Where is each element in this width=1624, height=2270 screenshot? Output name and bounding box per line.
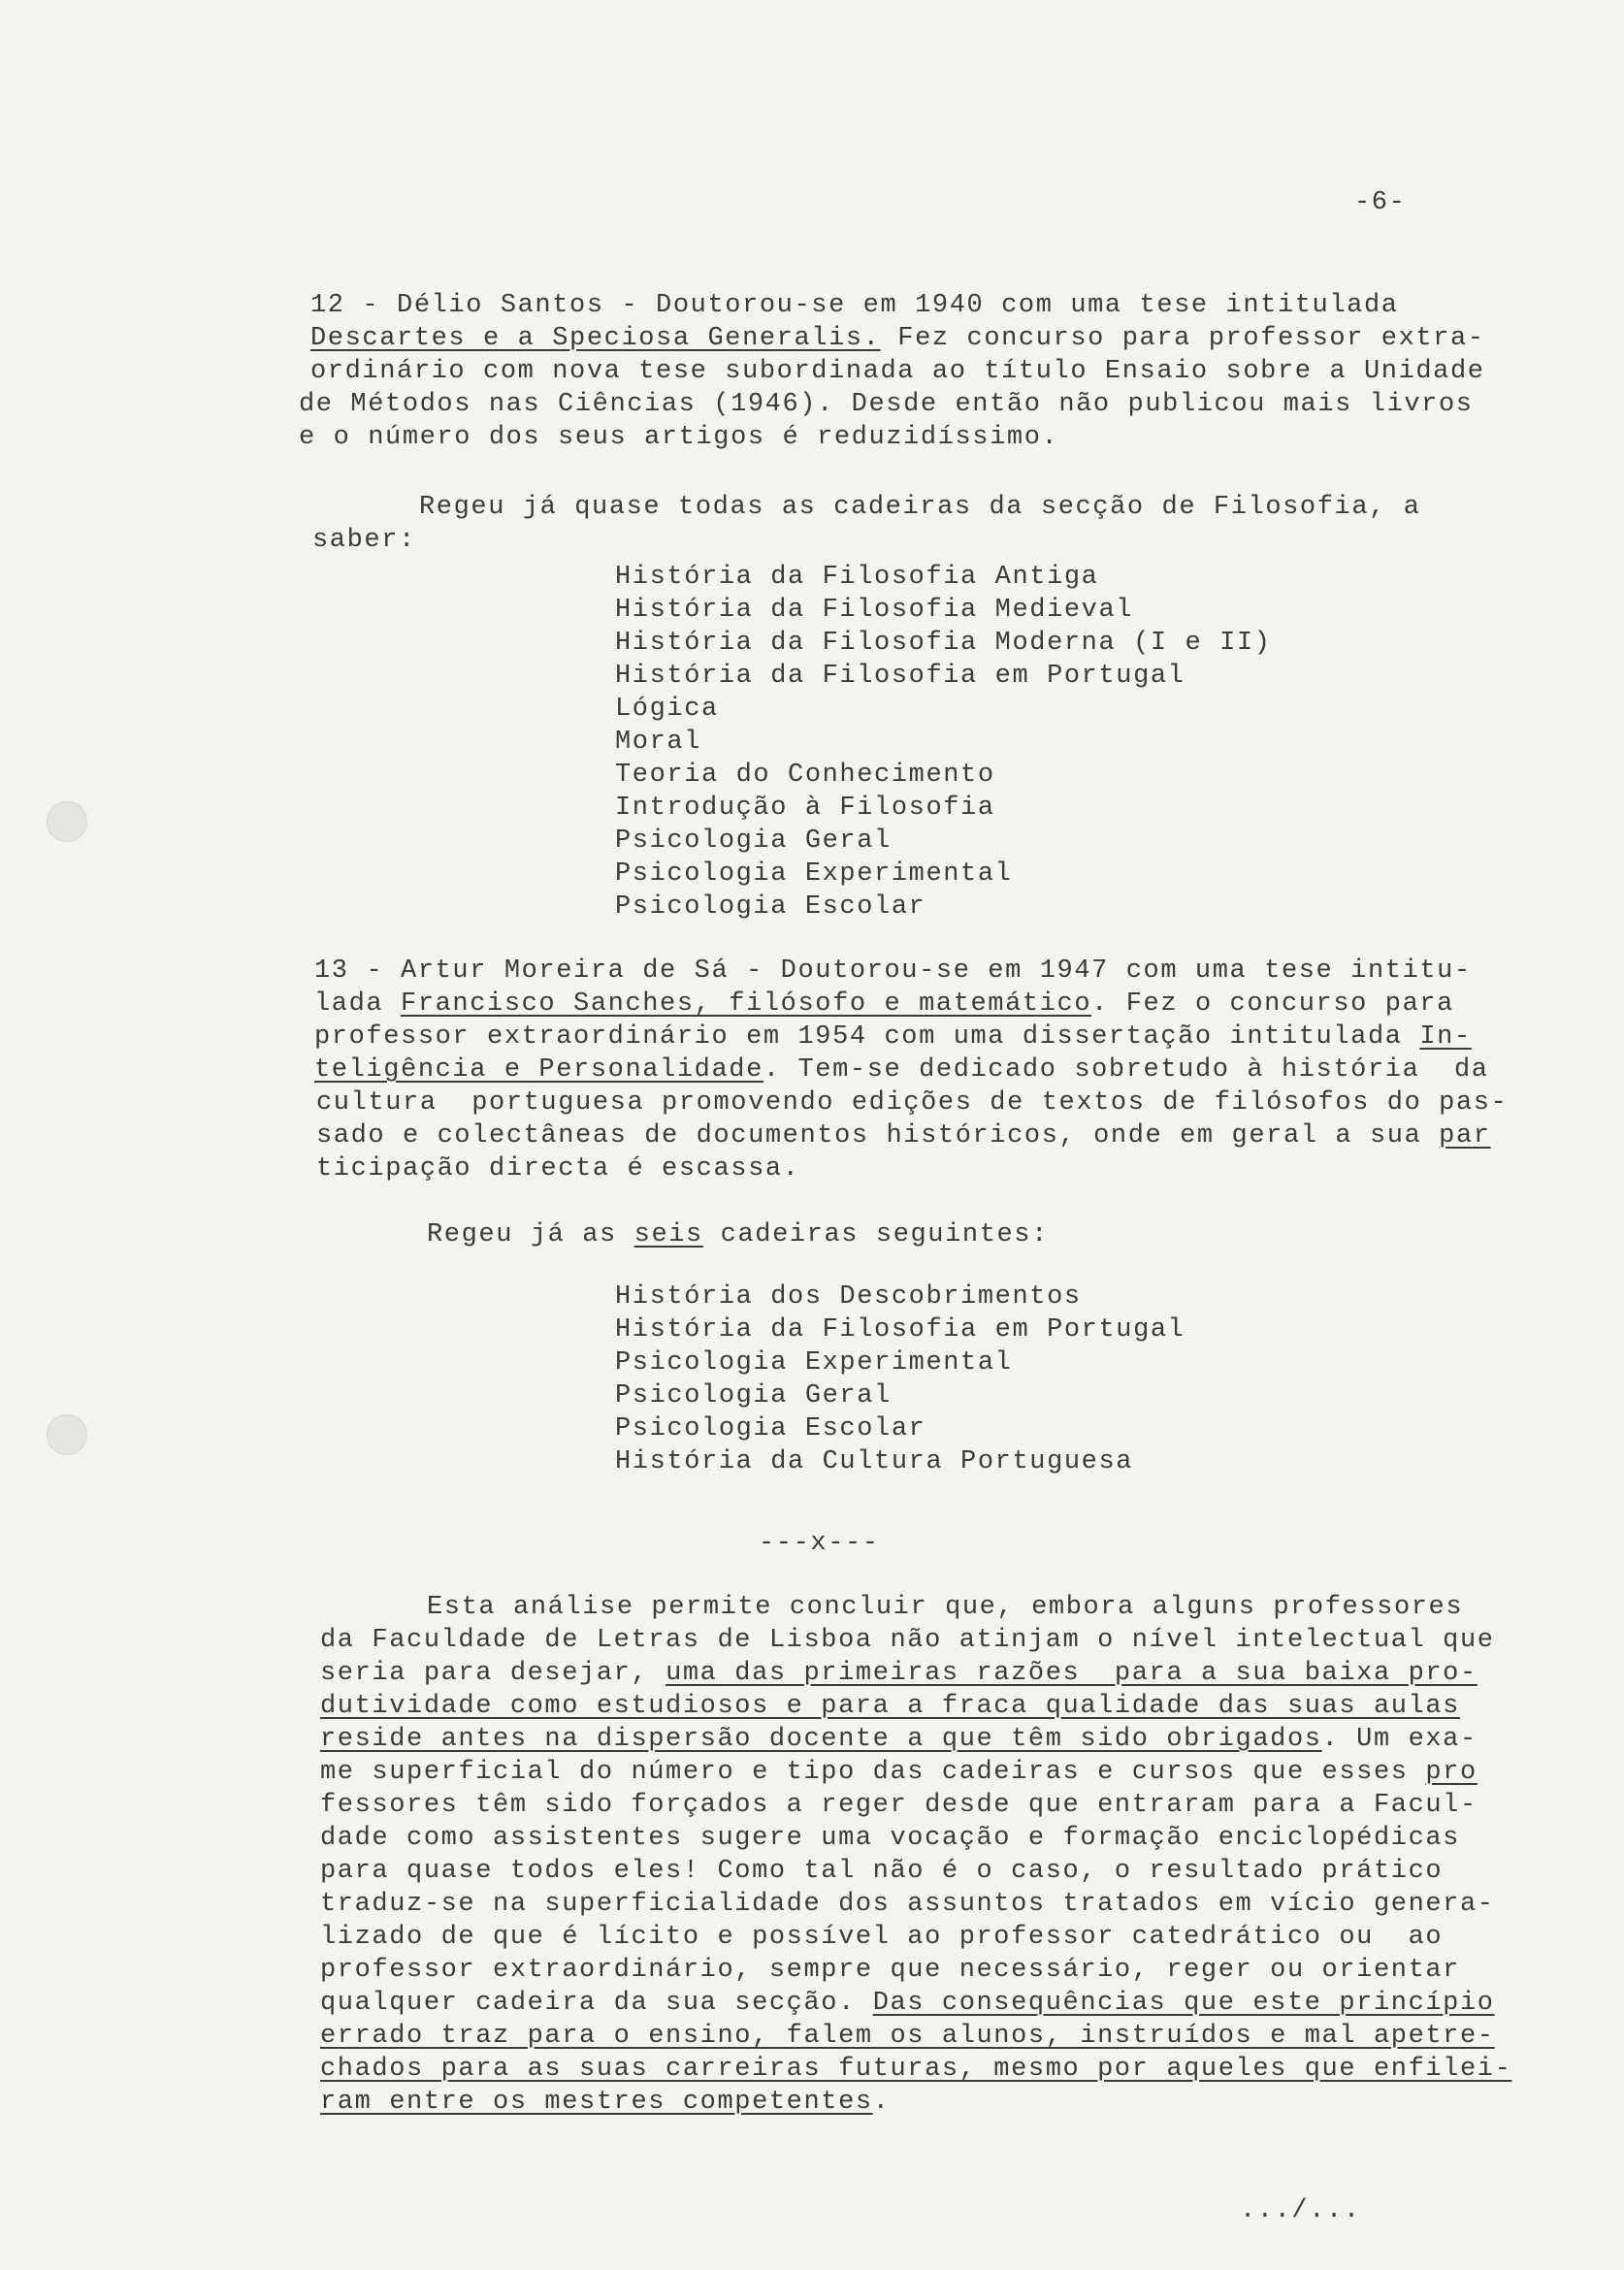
paragraph-line: saber: xyxy=(312,526,416,555)
course-item: História da Cultura Portuguesa xyxy=(615,1447,1134,1476)
course-item: Introdução à Filosofia xyxy=(615,794,995,823)
course-item: História da Filosofia Medieval xyxy=(615,596,1134,625)
paragraph-line xyxy=(427,1218,1049,1251)
course-item: Moral xyxy=(615,728,702,757)
thesis-title: Francisco Sanches, filósofo e matemático xyxy=(401,989,1092,1019)
dissertation-title: In- xyxy=(1419,1022,1472,1052)
punch-hole xyxy=(47,801,87,842)
underlined-text: errado traz para o ensino, falem os alunos, instruídos e mal apetre- xyxy=(320,2022,1495,2051)
thesis-title: Descartes e a Speciosa Generalis. xyxy=(310,324,881,353)
paragraph-line: Esta análise permite concluir que, embora alguns professores xyxy=(427,1593,1464,1622)
underlined-text: Das consequências que este princípio xyxy=(872,1989,1495,2018)
continuation-mark: .../... xyxy=(1240,2196,1361,2225)
course-item: História dos Descobrimentos xyxy=(615,1282,1082,1312)
text-span: Regeu já as xyxy=(427,1220,634,1249)
paragraph-line: ticipação directa é escassa. xyxy=(316,1154,800,1184)
paragraph-line xyxy=(316,1119,1491,1152)
text-span: me superficial do número e tipo das cadeiras e cursos que esses xyxy=(320,1758,1426,1787)
section-separator: ---x--- xyxy=(759,1529,880,1558)
underlined-text: uma das primeiras razões para a sua baixa pro- xyxy=(666,1659,1478,1688)
text-span: sado e colectâneas de documentos históricos, onde em geral a sua xyxy=(316,1121,1440,1151)
paragraph-line: Regeu já quase todas as cadeiras da secção de Filosofia, a xyxy=(419,493,1421,522)
course-item: Psicologia Geral xyxy=(615,1381,892,1411)
course-item: Psicologia Experimental xyxy=(615,1348,1013,1378)
page-number: -6- xyxy=(1354,188,1407,217)
course-item: Teoria do Conhecimento xyxy=(615,761,995,790)
underlined-text: reside antes na dispersão docente a que têm sido obrigados xyxy=(320,1725,1322,1754)
dissertation-title: teligência e Personalidade xyxy=(314,1055,763,1085)
paragraph-line xyxy=(314,1054,1489,1086)
course-item: História da Filosofia em Portugal xyxy=(615,1315,1186,1345)
paragraph-line: lizado de que é lícito e possível ao professor catedrático ou ao xyxy=(320,1923,1444,1952)
paragraph-line xyxy=(320,2053,1511,2086)
text-span: cadeiras seguintes: xyxy=(702,1220,1049,1249)
course-item: História da Filosofia Moderna (I e II) xyxy=(615,629,1272,658)
punch-hole xyxy=(47,1414,87,1455)
underlined-text: par xyxy=(1439,1121,1491,1151)
text-span: Fez concurso para professor extra- xyxy=(880,324,1485,353)
course-item: Lógica xyxy=(615,695,719,724)
underlined-text: ram entre os mestres competentes xyxy=(320,2088,873,2117)
text-span: lada xyxy=(314,989,402,1019)
paragraph-line: de Métodos nas Ciências (1946). Desde então não publicou mais livros xyxy=(299,390,1474,419)
text-span: . Um exa- xyxy=(1321,1725,1478,1754)
course-item: História da Filosofia em Portugal xyxy=(615,662,1186,691)
paragraph-line: e o número dos seus artigos é reduzidíssimo. xyxy=(299,423,1059,452)
course-item: Psicologia Experimental xyxy=(615,859,1013,889)
paragraph-line: traduz-se na superficialidade dos assuntos tratados em vício genera- xyxy=(320,1890,1495,1919)
paragraph-line: professor extraordinário, sempre que necessário, reger ou orientar xyxy=(320,1956,1460,1985)
text-span: professor extraordinário em 1954 com uma dissertação intitulada xyxy=(314,1022,1420,1052)
paragraph-line xyxy=(320,1987,1495,2020)
paragraph-line: dade como assistentes sugere uma vocação e formação enciclopédicas xyxy=(320,1824,1460,1853)
text-span: . Tem-se dedicado sobretudo à história da xyxy=(763,1055,1489,1085)
underlined-text: chados para as suas carreiras futuras, mesmo por aqueles que enfilei- xyxy=(320,2055,1512,2084)
underlined-text: pro xyxy=(1425,1758,1478,1787)
course-item: Psicologia Geral xyxy=(615,827,892,856)
paragraph-line: 12 - Délio Santos - Doutorou-se em 1940 com uma tese intitulada xyxy=(310,291,1399,320)
paragraph-line xyxy=(320,2020,1495,2053)
underlined-text: seis xyxy=(633,1220,703,1249)
paragraph-line xyxy=(320,1723,1478,1756)
paragraph-line xyxy=(320,1690,1460,1723)
paragraph-line xyxy=(314,988,1454,1021)
text-span: . Fez o concurso para xyxy=(1091,989,1454,1019)
paragraph-line xyxy=(320,2086,891,2119)
paragraph-line xyxy=(320,1756,1478,1789)
paragraph-line: cultura portuguesa promovendo edições de textos de filósofos do pas- xyxy=(316,1088,1509,1118)
paragraph-line xyxy=(320,1657,1478,1690)
paragraph-line xyxy=(314,1021,1472,1054)
paragraph-line: fessores têm sido forçados a reger desde que entraram para a Facul- xyxy=(320,1791,1478,1820)
text-span: qualquer cadeira da sua secção. xyxy=(320,1989,873,2018)
course-item: História da Filosofia Antiga xyxy=(615,563,1099,592)
paragraph-line: 13 - Artur Moreira de Sá - Doutorou-se em 1947 com uma tese intitu- xyxy=(314,957,1472,986)
paragraph-line: da Faculdade de Letras de Lisboa não atinjam o nível intelectual que xyxy=(320,1626,1495,1655)
text-span: . xyxy=(872,2088,891,2117)
text-span: seria para desejar, xyxy=(320,1659,666,1688)
paragraph-line xyxy=(310,322,1485,355)
paragraph-line: para quase todos eles! Como tal não é o caso, o resultado prático xyxy=(320,1857,1444,1886)
course-item: Psicologia Escolar xyxy=(615,1414,926,1443)
course-item: Psicologia Escolar xyxy=(615,892,926,922)
underlined-text: dutividade como estudiosos e para a fraca qualidade das suas aulas xyxy=(320,1692,1460,1721)
paragraph-line: ordinário com nova tese subordinada ao título Ensaio sobre a Unidade xyxy=(310,357,1485,386)
